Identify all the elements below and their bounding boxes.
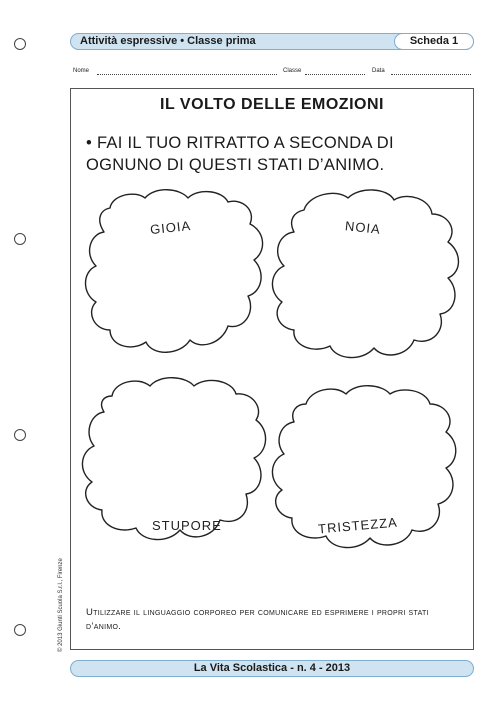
name-label: Nome [73,68,90,74]
publication-footer: La Vita Scolastica - n. 4 - 2013 [70,660,474,677]
cloud-label-tristezza: TRISTEZZA [317,514,399,537]
date-label: Data [372,68,385,74]
class-label: Classe [283,68,302,74]
subject-label: Attività espressive • Classe prima [80,35,256,47]
cloud-gioia-outline[interactable] [86,190,263,353]
worksheet-instruction: • FAI IL TUO RITRATTO A SECONDA DI OGNUNO DI QUESTI STATI D’ANIMO. [86,134,394,174]
cloud-label-noia: NOIA [344,218,382,237]
cloud-label-gioia: GIOIA [149,217,192,238]
cloud-label-stupore: STUPORE [152,518,222,533]
teacher-note: Utilizzare il linguaggio corporeo per comunicare ed esprimere i propri stati d’animo. [86,607,429,632]
cloud-noia-outline[interactable] [272,190,458,358]
sheet-number-badge: Scheda 1 [394,33,474,50]
cloud-stupore-outline[interactable] [82,378,265,540]
worksheet-title: IL VOLTO DELLE EMOZIONI [160,96,384,113]
copyright-notice: © 2013 Giunti Scuola S.r.l., Firenze [58,558,64,652]
